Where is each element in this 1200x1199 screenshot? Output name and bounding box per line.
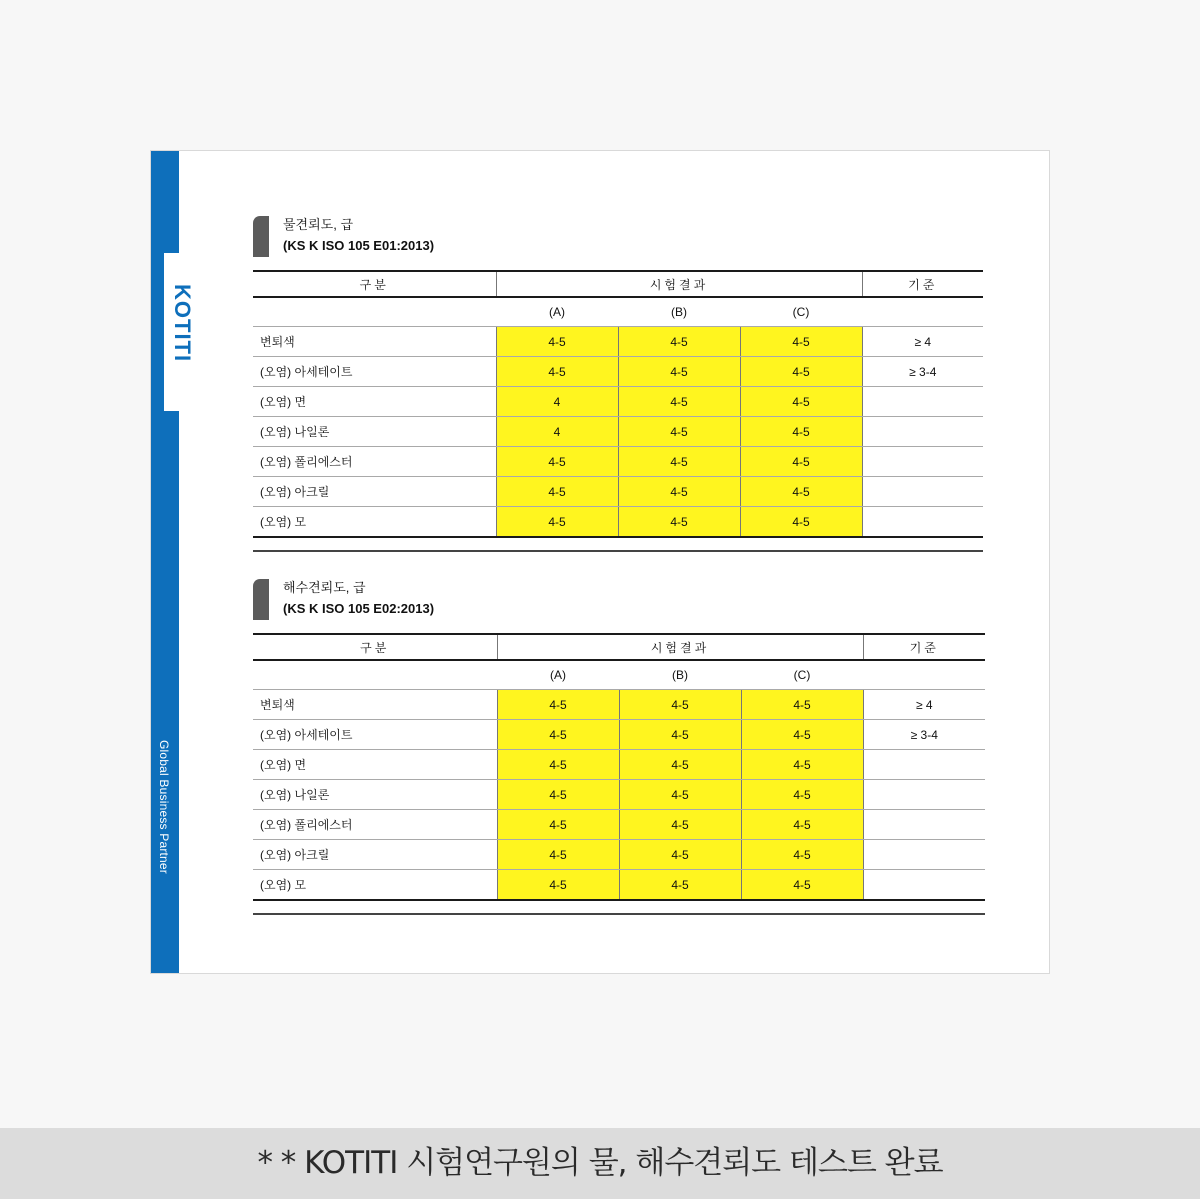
standard-value	[863, 870, 985, 901]
table-row	[253, 810, 985, 840]
row-label: (오염) 면	[253, 750, 497, 780]
row-label: (오염) 나일론	[253, 780, 497, 810]
result-b: 4-5	[618, 507, 740, 538]
caption-bar	[0, 1128, 1200, 1199]
result-c: 4-5	[741, 720, 863, 750]
row-label: (오염) 아세테이트	[253, 720, 497, 750]
section-marker	[253, 216, 269, 257]
table-row	[253, 387, 983, 417]
result-b: 4-5	[619, 690, 741, 720]
result-b: 4-5	[619, 870, 741, 901]
table-row	[253, 447, 983, 477]
standard-value	[863, 750, 985, 780]
result-a: 4	[496, 417, 618, 447]
table-subheader-row	[253, 297, 983, 327]
header-category: 구분	[253, 634, 497, 660]
header-standard: 기준	[862, 271, 983, 297]
subheader-c: (C)	[740, 297, 862, 327]
table-row	[253, 507, 983, 538]
result-c: 4-5	[741, 780, 863, 810]
standard-value	[862, 477, 983, 507]
standard-value	[862, 507, 983, 538]
result-c: 4-5	[740, 507, 862, 538]
row-label: 변퇴색	[253, 690, 497, 720]
section-title-line2: (KS K ISO 105 E02:2013)	[283, 601, 435, 616]
table-header-row	[253, 634, 985, 660]
result-c: 4-5	[741, 750, 863, 780]
section-title-line1: 물견뢰도, 급	[283, 217, 354, 232]
caption-text: * * KOTITI 시험연구원의 물, 해수견뢰도 테스트 완료	[257, 1145, 943, 1181]
standard-value	[862, 387, 983, 417]
result-c: 4-5	[741, 690, 863, 720]
result-a: 4-5	[497, 840, 619, 870]
table-row	[253, 477, 983, 507]
result-a: 4-5	[497, 870, 619, 901]
subheader-a: (A)	[497, 660, 619, 690]
table-subheader-row	[253, 660, 985, 690]
result-b: 4-5	[618, 477, 740, 507]
subheader-b: (B)	[619, 660, 741, 690]
result-b: 4-5	[618, 417, 740, 447]
result-c: 4-5	[740, 477, 862, 507]
standard-value	[862, 417, 983, 447]
result-c: 4-5	[740, 447, 862, 477]
result-c: 4-5	[741, 810, 863, 840]
standard-value	[863, 840, 985, 870]
seawater-fastness-section	[253, 579, 987, 919]
result-a: 4-5	[496, 327, 618, 357]
header-category: 구분	[253, 271, 496, 297]
row-label: (오염) 나일론	[253, 417, 496, 447]
table-end-rule	[253, 913, 985, 915]
result-b: 4-5	[619, 840, 741, 870]
table-row	[253, 840, 985, 870]
section-title	[283, 214, 434, 256]
table-row	[253, 780, 985, 810]
row-label: (오염) 모	[253, 507, 496, 538]
kotiti-logo: KOTITI	[170, 284, 195, 363]
row-label: (오염) 아세테이트	[253, 357, 496, 387]
result-b: 4-5	[618, 327, 740, 357]
section-title	[283, 577, 434, 619]
seawater-fastness-table	[253, 633, 985, 901]
standard-value	[862, 447, 983, 477]
header-standard: 기준	[863, 634, 985, 660]
table-row	[253, 357, 983, 387]
result-a: 4-5	[496, 477, 618, 507]
header-results: 시험결과	[497, 634, 863, 660]
section-title-line2: (KS K ISO 105 E01:2013)	[283, 238, 435, 253]
standard-value: ≥ 3-4	[863, 720, 985, 750]
result-c: 4-5	[740, 387, 862, 417]
standard-value	[863, 780, 985, 810]
table-row	[253, 750, 985, 780]
table-row	[253, 690, 985, 720]
row-label: (오염) 모	[253, 870, 497, 901]
result-b: 4-5	[619, 750, 741, 780]
result-a: 4-5	[496, 447, 618, 477]
table-row	[253, 720, 985, 750]
result-b: 4-5	[619, 720, 741, 750]
result-c: 4-5	[740, 357, 862, 387]
standard-value: ≥ 4	[863, 690, 985, 720]
subheader-c: (C)	[741, 660, 863, 690]
standard-value: ≥ 3-4	[862, 357, 983, 387]
result-b: 4-5	[618, 447, 740, 477]
result-a: 4-5	[496, 357, 618, 387]
row-label: (오염) 폴리에스터	[253, 447, 496, 477]
result-a: 4-5	[497, 690, 619, 720]
report-page	[150, 150, 1050, 974]
standard-value	[863, 810, 985, 840]
result-b: 4-5	[618, 357, 740, 387]
row-label: (오염) 아크릴	[253, 840, 497, 870]
result-a: 4-5	[497, 780, 619, 810]
result-a: 4-5	[496, 507, 618, 538]
row-label: 변퇴색	[253, 327, 496, 357]
water-fastness-table	[253, 270, 983, 538]
table-header-row	[253, 271, 983, 297]
subheader-a: (A)	[496, 297, 618, 327]
result-b: 4-5	[619, 780, 741, 810]
result-b: 4-5	[619, 810, 741, 840]
standard-value: ≥ 4	[862, 327, 983, 357]
result-c: 4-5	[740, 417, 862, 447]
section-marker	[253, 579, 269, 620]
row-label: (오염) 폴리에스터	[253, 810, 497, 840]
section-title-line1: 해수견뢰도, 급	[283, 580, 366, 595]
tagline: Global Business Partner	[157, 740, 171, 874]
result-a: 4-5	[497, 720, 619, 750]
water-fastness-section	[253, 216, 985, 556]
result-a: 4-5	[497, 750, 619, 780]
result-a: 4-5	[497, 810, 619, 840]
table-row	[253, 417, 983, 447]
subheader-b: (B)	[618, 297, 740, 327]
table-row	[253, 327, 983, 357]
result-c: 4-5	[741, 870, 863, 901]
table-end-rule	[253, 550, 983, 552]
result-b: 4-5	[618, 387, 740, 417]
result-c: 4-5	[741, 840, 863, 870]
header-results: 시험결과	[496, 271, 862, 297]
result-a: 4	[496, 387, 618, 417]
result-c: 4-5	[740, 327, 862, 357]
row-label: (오염) 면	[253, 387, 496, 417]
table-row	[253, 870, 985, 901]
row-label: (오염) 아크릴	[253, 477, 496, 507]
